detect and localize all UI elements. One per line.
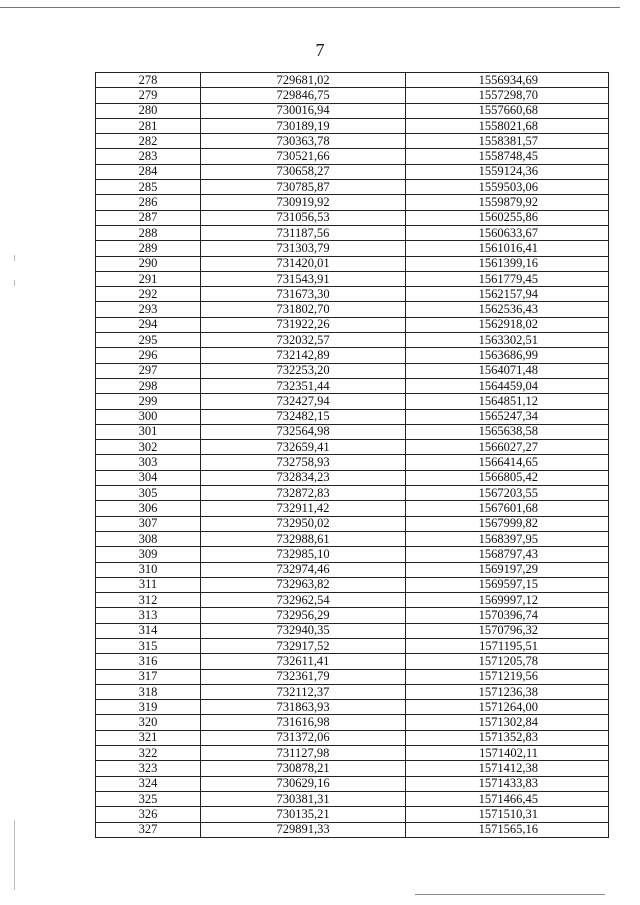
y-coordinate-cell: 1570396,74 [406, 608, 609, 623]
table-row [96, 149, 609, 164]
table-row [96, 593, 609, 608]
y-coordinate-cell: 1567601,68 [406, 501, 609, 516]
point-number-cell: 282 [96, 134, 201, 149]
x-coordinate-cell: 731127,98 [201, 746, 406, 761]
y-coordinate-cell: 1559124,36 [406, 164, 609, 179]
y-coordinate-cell: 1559503,06 [406, 180, 609, 195]
point-number-cell: 314 [96, 623, 201, 638]
table-row [96, 302, 609, 317]
y-coordinate-cell: 1562536,43 [406, 302, 609, 317]
y-coordinate-cell: 1571510,31 [406, 807, 609, 822]
x-coordinate-cell: 731616,98 [201, 715, 406, 730]
point-number-cell: 284 [96, 164, 201, 179]
point-number-cell: 318 [96, 684, 201, 699]
point-number-cell: 324 [96, 776, 201, 791]
x-coordinate-cell: 732985,10 [201, 547, 406, 562]
y-coordinate-cell: 1571433,83 [406, 776, 609, 791]
table-row [96, 822, 609, 837]
x-coordinate-cell: 731922,26 [201, 317, 406, 332]
y-coordinate-cell: 1569997,12 [406, 593, 609, 608]
point-number-cell: 322 [96, 746, 201, 761]
x-coordinate-cell: 730629,16 [201, 776, 406, 791]
y-coordinate-cell: 1570796,32 [406, 623, 609, 638]
y-coordinate-cell: 1565638,58 [406, 424, 609, 439]
table-row [96, 455, 609, 470]
y-coordinate-cell: 1566805,42 [406, 470, 609, 485]
table-row [96, 118, 609, 133]
point-number-cell: 309 [96, 547, 201, 562]
point-number-cell: 287 [96, 210, 201, 225]
point-number-cell: 279 [96, 88, 201, 103]
y-coordinate-cell: 1561016,41 [406, 241, 609, 256]
x-coordinate-cell: 732974,46 [201, 562, 406, 577]
point-number-cell: 323 [96, 761, 201, 776]
y-coordinate-cell: 1571195,51 [406, 638, 609, 653]
point-number-cell: 312 [96, 593, 201, 608]
table-row [96, 700, 609, 715]
table-row [96, 547, 609, 562]
x-coordinate-cell: 732659,41 [201, 440, 406, 455]
table-row [96, 394, 609, 409]
table-row [96, 103, 609, 118]
point-number-cell: 307 [96, 516, 201, 531]
y-coordinate-cell: 1571302,84 [406, 715, 609, 730]
x-coordinate-cell: 732940,35 [201, 623, 406, 638]
x-coordinate-cell: 730919,92 [201, 195, 406, 210]
y-coordinate-cell: 1559879,92 [406, 195, 609, 210]
table-row [96, 730, 609, 745]
table-row [96, 608, 609, 623]
table-row [96, 225, 609, 240]
y-coordinate-cell: 1566027,27 [406, 440, 609, 455]
y-coordinate-cell: 1557660,68 [406, 103, 609, 118]
x-coordinate-cell: 731187,56 [201, 225, 406, 240]
table-row [96, 134, 609, 149]
table-row [96, 164, 609, 179]
y-coordinate-cell: 1565247,34 [406, 409, 609, 424]
x-coordinate-cell: 730878,21 [201, 761, 406, 776]
point-number-cell: 289 [96, 241, 201, 256]
point-number-cell: 299 [96, 394, 201, 409]
x-coordinate-cell: 730785,87 [201, 180, 406, 195]
table-row [96, 791, 609, 806]
y-coordinate-cell: 1557298,70 [406, 88, 609, 103]
table-row [96, 669, 609, 684]
y-coordinate-cell: 1571412,38 [406, 761, 609, 776]
table-row [96, 333, 609, 348]
table-row [96, 501, 609, 516]
x-coordinate-cell: 732872,83 [201, 486, 406, 501]
y-coordinate-cell: 1562157,94 [406, 287, 609, 302]
point-number-cell: 310 [96, 562, 201, 577]
point-number-cell: 296 [96, 348, 201, 363]
margin-mark [14, 255, 15, 261]
x-coordinate-cell: 732427,94 [201, 394, 406, 409]
point-number-cell: 315 [96, 638, 201, 653]
x-coordinate-cell: 732361,79 [201, 669, 406, 684]
x-coordinate-cell: 729891,33 [201, 822, 406, 837]
table-row [96, 577, 609, 592]
table-row [96, 287, 609, 302]
x-coordinate-cell: 732834,23 [201, 470, 406, 485]
x-coordinate-cell: 732351,44 [201, 378, 406, 393]
table-row [96, 195, 609, 210]
y-coordinate-cell: 1563302,51 [406, 333, 609, 348]
point-number-cell: 281 [96, 118, 201, 133]
x-coordinate-cell: 732253,20 [201, 363, 406, 378]
x-coordinate-cell: 731673,30 [201, 287, 406, 302]
table-row [96, 531, 609, 546]
point-number-cell: 303 [96, 455, 201, 470]
y-coordinate-cell: 1569197,29 [406, 562, 609, 577]
point-number-cell: 298 [96, 378, 201, 393]
x-coordinate-cell: 732963,82 [201, 577, 406, 592]
table-row [96, 638, 609, 653]
table-row [96, 73, 609, 88]
point-number-cell: 327 [96, 822, 201, 837]
table-row [96, 746, 609, 761]
y-coordinate-cell: 1558021,68 [406, 118, 609, 133]
table-row [96, 348, 609, 363]
table-row [96, 424, 609, 439]
x-coordinate-cell: 729681,02 [201, 73, 406, 88]
point-number-cell: 304 [96, 470, 201, 485]
table-row [96, 761, 609, 776]
x-coordinate-cell: 730016,94 [201, 103, 406, 118]
y-coordinate-cell: 1571236,38 [406, 684, 609, 699]
x-coordinate-cell: 730363,78 [201, 134, 406, 149]
x-coordinate-cell: 732032,57 [201, 333, 406, 348]
x-coordinate-cell: 731863,93 [201, 700, 406, 715]
table-row [96, 715, 609, 730]
y-coordinate-cell: 1564459,04 [406, 378, 609, 393]
y-coordinate-cell: 1558748,45 [406, 149, 609, 164]
x-coordinate-cell: 732758,93 [201, 455, 406, 470]
y-coordinate-cell: 1560633,67 [406, 225, 609, 240]
y-coordinate-cell: 1569597,15 [406, 577, 609, 592]
y-coordinate-cell: 1563686,99 [406, 348, 609, 363]
point-number-cell: 291 [96, 271, 201, 286]
point-number-cell: 288 [96, 225, 201, 240]
point-number-cell: 278 [96, 73, 201, 88]
y-coordinate-cell: 1564071,48 [406, 363, 609, 378]
y-coordinate-cell: 1561399,16 [406, 256, 609, 271]
point-number-cell: 326 [96, 807, 201, 822]
bottom-rule [415, 894, 605, 895]
x-coordinate-cell: 729846,75 [201, 88, 406, 103]
point-number-cell: 316 [96, 654, 201, 669]
point-number-cell: 283 [96, 149, 201, 164]
x-coordinate-cell: 730135,21 [201, 807, 406, 822]
x-coordinate-cell: 732917,52 [201, 638, 406, 653]
point-number-cell: 285 [96, 180, 201, 195]
y-coordinate-cell: 1568797,43 [406, 547, 609, 562]
point-number-cell: 280 [96, 103, 201, 118]
x-coordinate-cell: 732988,61 [201, 531, 406, 546]
table-row [96, 317, 609, 332]
point-number-cell: 293 [96, 302, 201, 317]
table-row [96, 486, 609, 501]
point-number-cell: 301 [96, 424, 201, 439]
y-coordinate-cell: 1571565,16 [406, 822, 609, 837]
point-number-cell: 317 [96, 669, 201, 684]
point-number-cell: 302 [96, 440, 201, 455]
point-number-cell: 311 [96, 577, 201, 592]
x-coordinate-cell: 732482,15 [201, 409, 406, 424]
point-number-cell: 295 [96, 333, 201, 348]
x-coordinate-cell: 731420,01 [201, 256, 406, 271]
table-row [96, 241, 609, 256]
y-coordinate-cell: 1571264,00 [406, 700, 609, 715]
table-row [96, 180, 609, 195]
table-row [96, 271, 609, 286]
table-row [96, 378, 609, 393]
margin-line [14, 820, 15, 890]
point-number-cell: 313 [96, 608, 201, 623]
x-coordinate-cell: 731802,70 [201, 302, 406, 317]
x-coordinate-cell: 732950,02 [201, 516, 406, 531]
table-row [96, 440, 609, 455]
table-row [96, 210, 609, 225]
table-row [96, 363, 609, 378]
table-row [96, 409, 609, 424]
y-coordinate-cell: 1571352,83 [406, 730, 609, 745]
x-coordinate-cell: 730521,66 [201, 149, 406, 164]
y-coordinate-cell: 1567203,55 [406, 486, 609, 501]
x-coordinate-cell: 732564,98 [201, 424, 406, 439]
x-coordinate-cell: 732911,42 [201, 501, 406, 516]
x-coordinate-cell: 730189,19 [201, 118, 406, 133]
point-number-cell: 292 [96, 287, 201, 302]
table-row [96, 654, 609, 669]
y-coordinate-cell: 1564851,12 [406, 394, 609, 409]
x-coordinate-cell: 730658,27 [201, 164, 406, 179]
x-coordinate-cell: 732112,37 [201, 684, 406, 699]
table-row [96, 516, 609, 531]
y-coordinate-cell: 1568397,95 [406, 531, 609, 546]
y-coordinate-cell: 1571219,56 [406, 669, 609, 684]
y-coordinate-cell: 1556934,69 [406, 73, 609, 88]
x-coordinate-cell: 731372,06 [201, 730, 406, 745]
y-coordinate-cell: 1571402,11 [406, 746, 609, 761]
x-coordinate-cell: 730381,31 [201, 791, 406, 806]
y-coordinate-cell: 1566414,65 [406, 455, 609, 470]
point-number-cell: 294 [96, 317, 201, 332]
point-number-cell: 320 [96, 715, 201, 730]
y-coordinate-cell: 1561779,45 [406, 271, 609, 286]
y-coordinate-cell: 1567999,82 [406, 516, 609, 531]
table-row [96, 562, 609, 577]
coordinates-table [95, 72, 609, 838]
page-number: 7 [315, 40, 325, 60]
table-row [96, 807, 609, 822]
point-number-cell: 306 [96, 501, 201, 516]
table-row [96, 88, 609, 103]
x-coordinate-cell: 732962,54 [201, 593, 406, 608]
x-coordinate-cell: 731543,91 [201, 271, 406, 286]
point-number-cell: 325 [96, 791, 201, 806]
y-coordinate-cell: 1571205,78 [406, 654, 609, 669]
point-number-cell: 290 [96, 256, 201, 271]
point-number-cell: 308 [96, 531, 201, 546]
table-row [96, 623, 609, 638]
top-rule [0, 7, 620, 8]
y-coordinate-cell: 1571466,45 [406, 791, 609, 806]
point-number-cell: 321 [96, 730, 201, 745]
table-row [96, 470, 609, 485]
point-number-cell: 305 [96, 486, 201, 501]
point-number-cell: 297 [96, 363, 201, 378]
y-coordinate-cell: 1560255,86 [406, 210, 609, 225]
x-coordinate-cell: 732956,29 [201, 608, 406, 623]
x-coordinate-cell: 732142,89 [201, 348, 406, 363]
point-number-cell: 300 [96, 409, 201, 424]
x-coordinate-cell: 732611,41 [201, 654, 406, 669]
table-row [96, 684, 609, 699]
margin-mark [14, 280, 15, 286]
point-number-cell: 286 [96, 195, 201, 210]
y-coordinate-cell: 1558381,57 [406, 134, 609, 149]
table-body [96, 73, 609, 838]
x-coordinate-cell: 731056,53 [201, 210, 406, 225]
table-row [96, 776, 609, 791]
x-coordinate-cell: 731303,79 [201, 241, 406, 256]
point-number-cell: 319 [96, 700, 201, 715]
y-coordinate-cell: 1562918,02 [406, 317, 609, 332]
table-row [96, 256, 609, 271]
